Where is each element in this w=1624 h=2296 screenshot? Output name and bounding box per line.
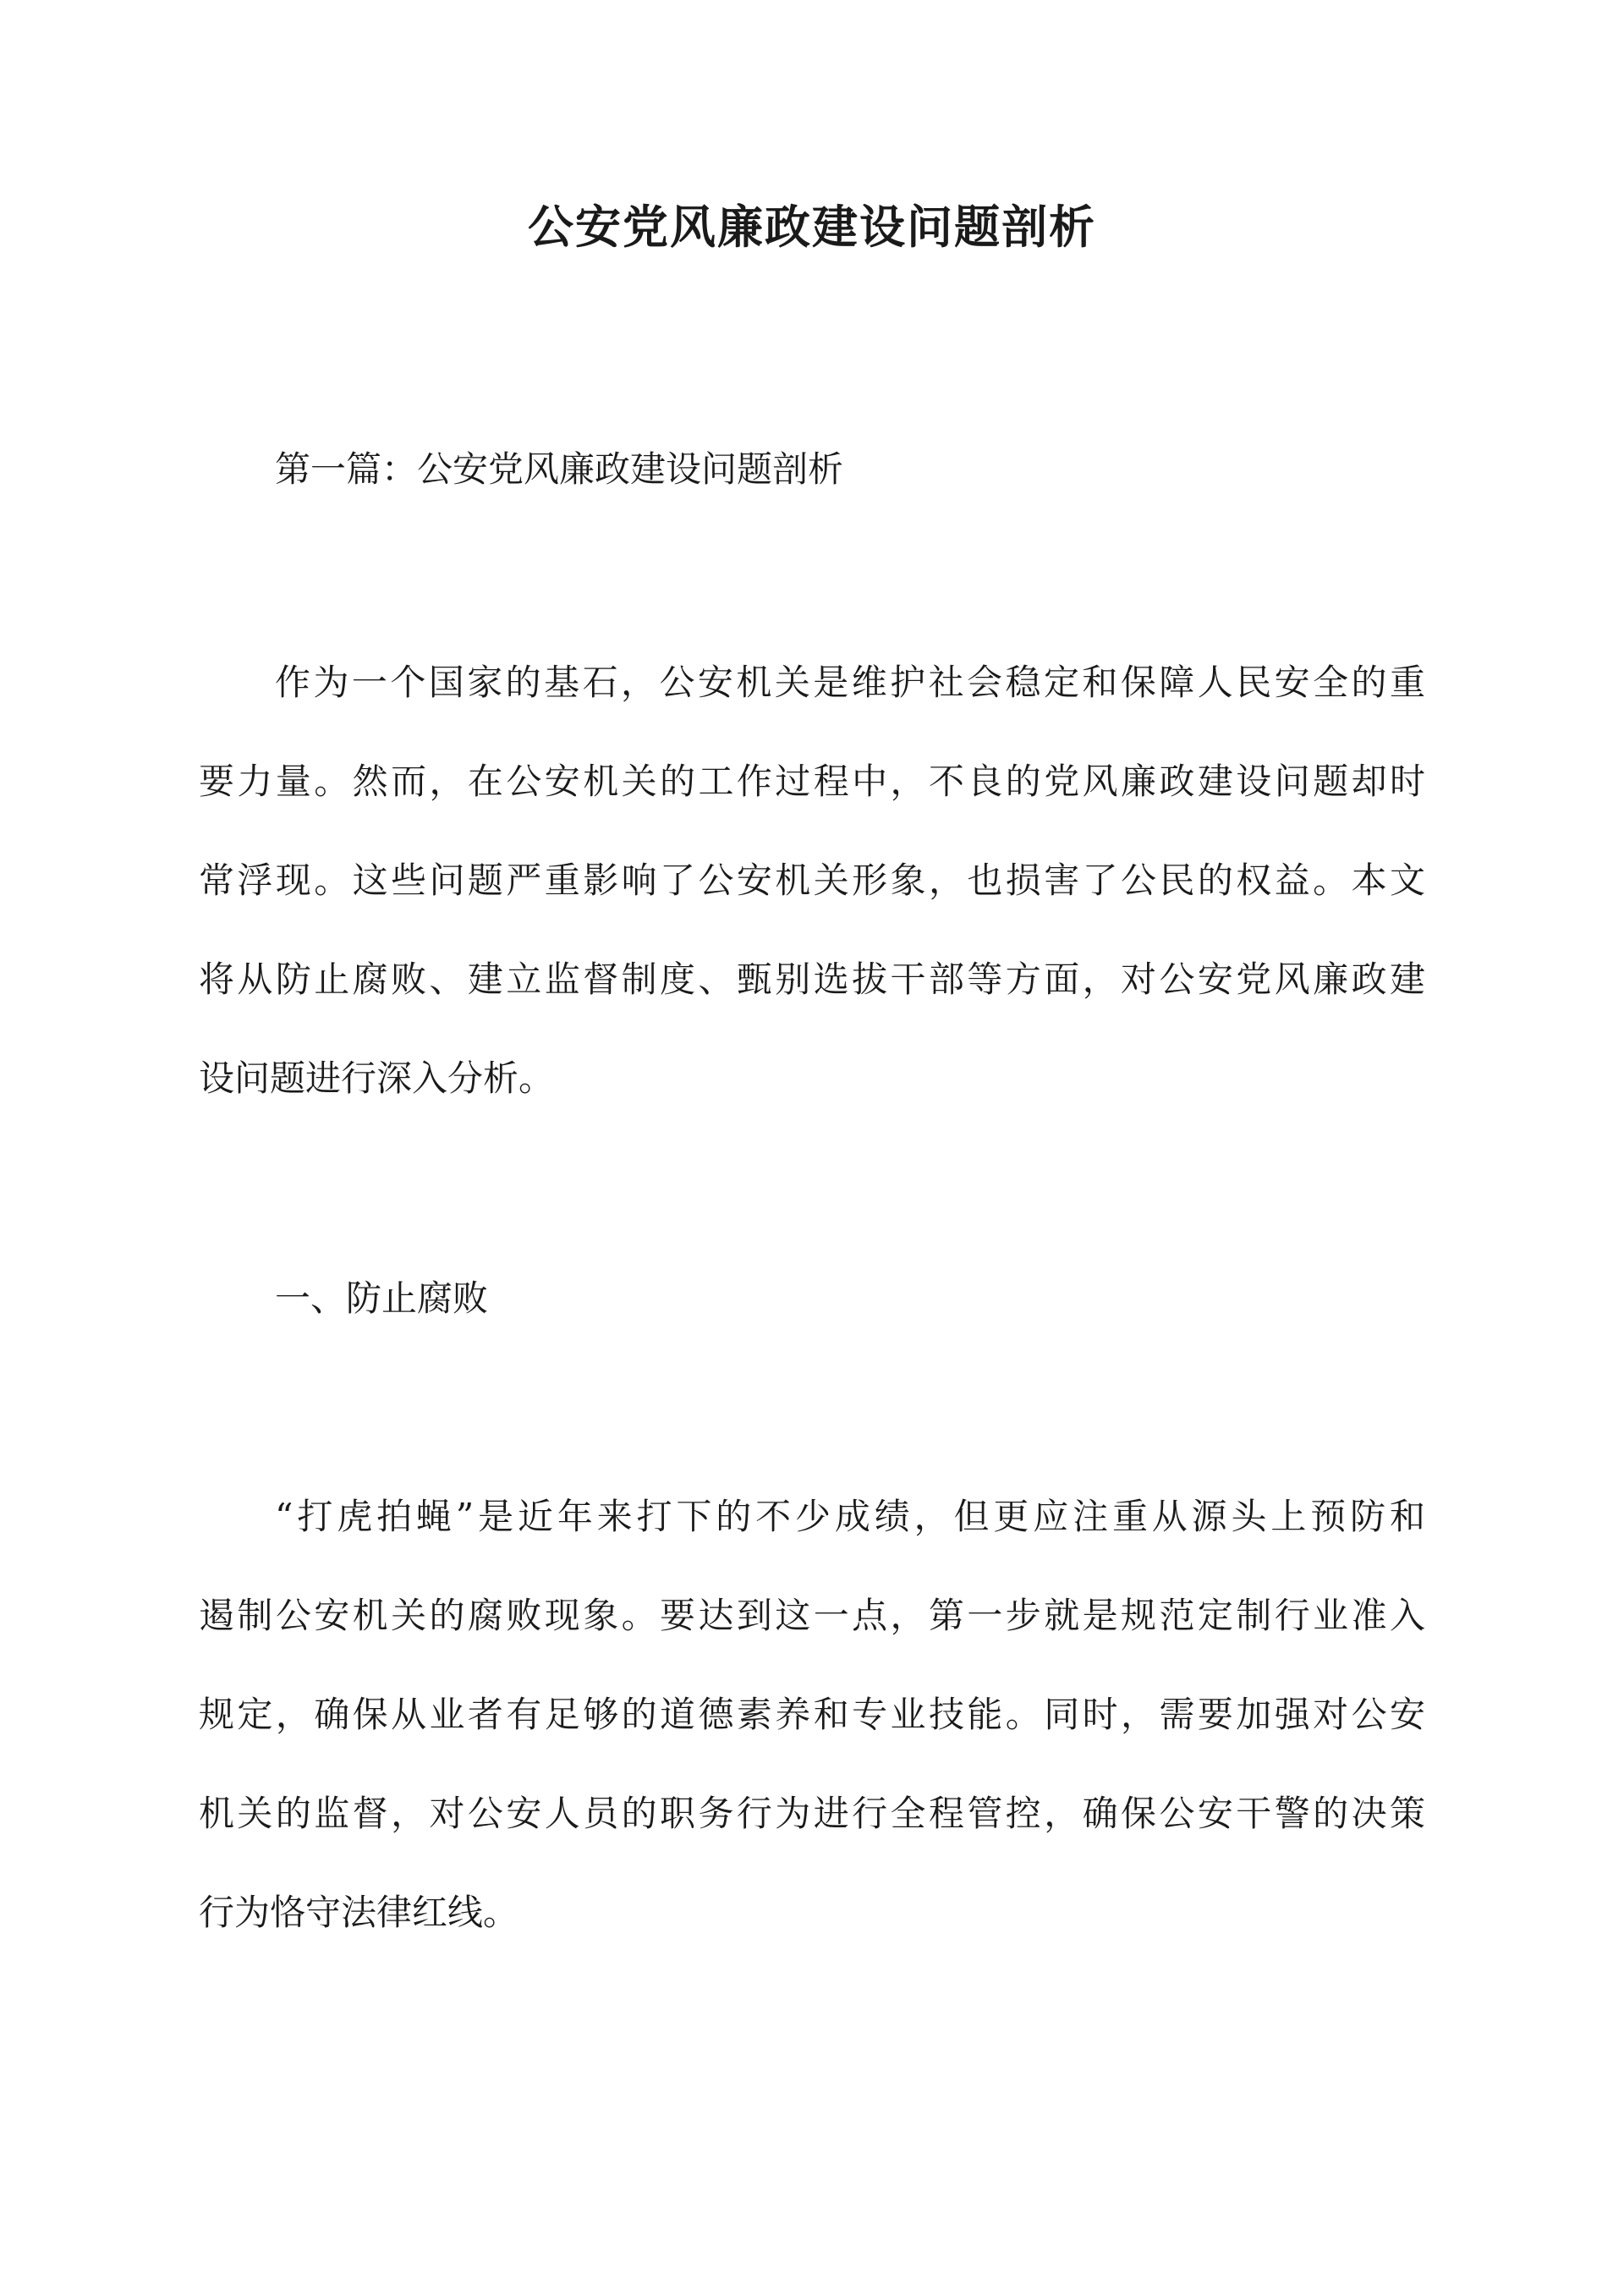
paragraph-line: 设问题进行深入分析。: [199, 1057, 555, 1099]
paragraph-line: 常浮现。这些问题严重影响了公安机关形象，也损害了公民的权益。本文: [199, 860, 1425, 901]
paragraph-line: “打虎拍蝇”是近年来打下的不少成绩，但更应注重从源头上预防和: [275, 1496, 1425, 1537]
paragraph-line: 机关的监督，对公安人员的职务行为进行全程管控，确保公安干警的决策: [199, 1793, 1425, 1834]
paragraph-line: 行为恪守法律红线。: [199, 1892, 519, 1933]
paragraph-line: 遏制公安机关的腐败现象。要达到这一点，第一步就是规范定制行业准入: [199, 1595, 1425, 1636]
section-heading: 一、防止腐败: [275, 1277, 489, 1319]
paragraph-line: 作为一个国家的基石，公安机关是维护社会稳定和保障人民安全的重: [275, 662, 1425, 703]
document-title: 公安党风廉政建设问题剖析: [528, 200, 1096, 254]
section-paragraph: [199, 1467, 1425, 1962]
part-heading: 第一篇：公安党风廉政建设问题剖析: [275, 448, 844, 490]
paragraph-line: 规定，确保从业者有足够的道德素养和专业技能。同时，需要加强对公安: [199, 1694, 1425, 1735]
intro-paragraph: [199, 633, 1425, 1128]
paragraph-line: 将从防止腐败、建立监督制度、甄别选拔干部等方面，对公安党风廉政建: [199, 958, 1425, 1000]
paragraph-line: 要力量。然而，在公安机关的工作过程中，不良的党风廉政建设问题却时: [199, 761, 1425, 802]
